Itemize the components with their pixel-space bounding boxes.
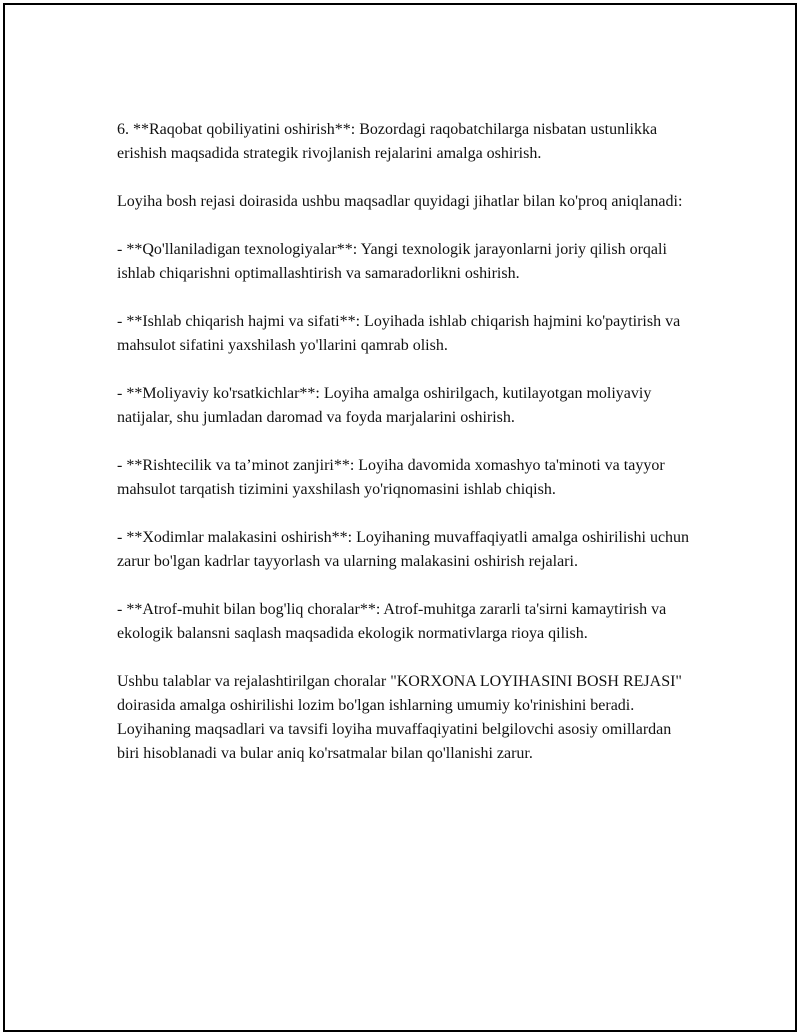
paragraph-conclusion: Ushbu talablar va rejalashtirilgan choralar "KORXONA LOYIHASINI BOSH REJASI" doirasida amalga oshirilishi lozim bo'lgan ishlarning umumiy ko'rinishini beradi. Loyihaning maqsadlari va tavsifi loyiha muvaffaqiyatini belgilovchi asosiy omillardan biri hisoblanadi va bular aniq ko'rsatmalar bilan qo'llanishi zarur. <box>117 673 682 762</box>
list-item-environment: - **Atrof-muhit bilan bog'liq choralar**: Atrof-muhitga zararli ta'sirni kamaytirish va ekologik balansni saqlash maqsadida ekologik normativlarga rioya qilish. <box>117 601 667 642</box>
list-item-supply-chain: - **Rishtecilik va ta’minot zanjiri**: Loyiha davomida xomashyo ta'minoti va tayyor mahsulot tarqatish tizimini yaxshilash yo'riqnomasini ishlab chiqish. <box>117 457 665 498</box>
list-item-staff-training: - **Xodimlar malakasini oshirish**: Loyihaning muvaffaqiyatli amalga oshirilishi uchun zarur bo'lgan kadrlar tayyorlash va ularning malakasini oshirish rejalari. <box>117 529 690 570</box>
paragraph-intro-aspects: Loyiha bosh rejasi doirasida ushbu maqsadlar quyidagi jihatlar bilan ko'proq aniqlanadi: <box>117 193 683 210</box>
list-item-production-volume: - **Ishlab chiqarish hajmi va sifati**: Loyihada ishlab chiqarish hajmini ko'paytirish va mahsulot sifatini yaxshilash yo'llarini qamrab olish. <box>117 313 681 354</box>
paragraph-competitiveness: 6. **Raqobat qobiliyatini oshirish**: Bozordagi raqobatchilarga nisbatan ustunlikka erishish maqsadida strategik rivojlanish rejalarini amalga oshirish. <box>117 121 658 162</box>
list-item-technologies: - **Qo'llaniladigan texnologiyalar**: Yangi texnologik jarayonlarni joriy qilish orqali ishlab chiqarishni optimallashtirish va samaradorlikni oshirish. <box>117 241 667 282</box>
list-item-financial-indicators: - **Moliyaviy ko'rsatkichlar**: Loyiha amalga oshirilgach, kutilayotgan moliyaviy natijalar, shu jumladan daromad va foyda marjalarini oshirish. <box>117 385 652 426</box>
document-body <box>117 118 692 766</box>
